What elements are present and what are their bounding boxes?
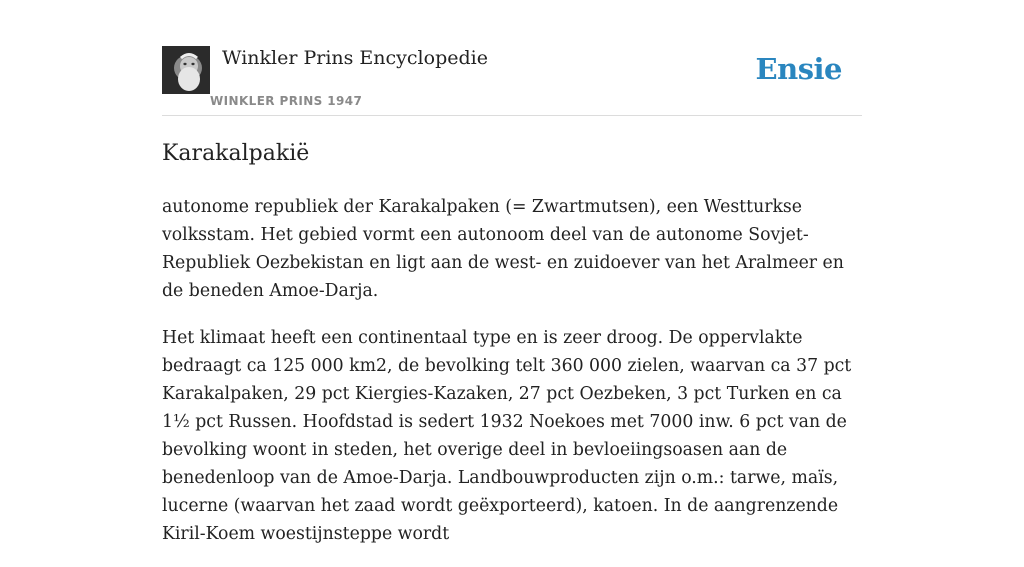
entry-paragraph: Het klimaat heeft een continentaal type en is zeer droog. De oppervlakte bedraagt ca 125 000 km2, de bevolking telt 360 000 zielen, waarvan ca 37 pct Karakalpaken, 29 pct Kiergies-Kazaken, 27 pct Oezbeken, 3 pct Turken en ca 1½ pct Russen. Hoofdstad is sedert 1932 Noekoes met 7000 inw. 6 pct van de bevolking woont in steden, het overige deel in bevloeiingsoasen aan de benedenloop van de Amoe-Darja. Landbouwproducten zijn o.m.: tarwe, maïs, lucerne (waarvan het zaad wordt geëxporteerd), katoen. In de aangrenzende Kiril-Koem woestijnsteppe wordt [162,328,852,544]
brand-logo[interactable]: Ensie [755,52,842,86]
source-subtitle: WINKLER PRINS 1947 [210,94,363,108]
avatar[interactable] [162,46,210,94]
entry-body [162,193,866,567]
entry-paragraph: autonome republiek der Karakalpaken (= Zwartmutsen), een Westturkse volksstam. Het gebied vormt een autonoom deel van de autonome Sovjet-Republiek Oezbekistan en ligt aan de west- en zuidoever van het Aralmeer en de beneden Amoe-Darja. [162,197,844,301]
bearded-man-portrait-icon [162,46,210,94]
source-title[interactable]: Winkler Prins Encyclopedie [222,47,488,69]
page-title: Karakalpakië [162,141,310,166]
header [162,46,862,116]
